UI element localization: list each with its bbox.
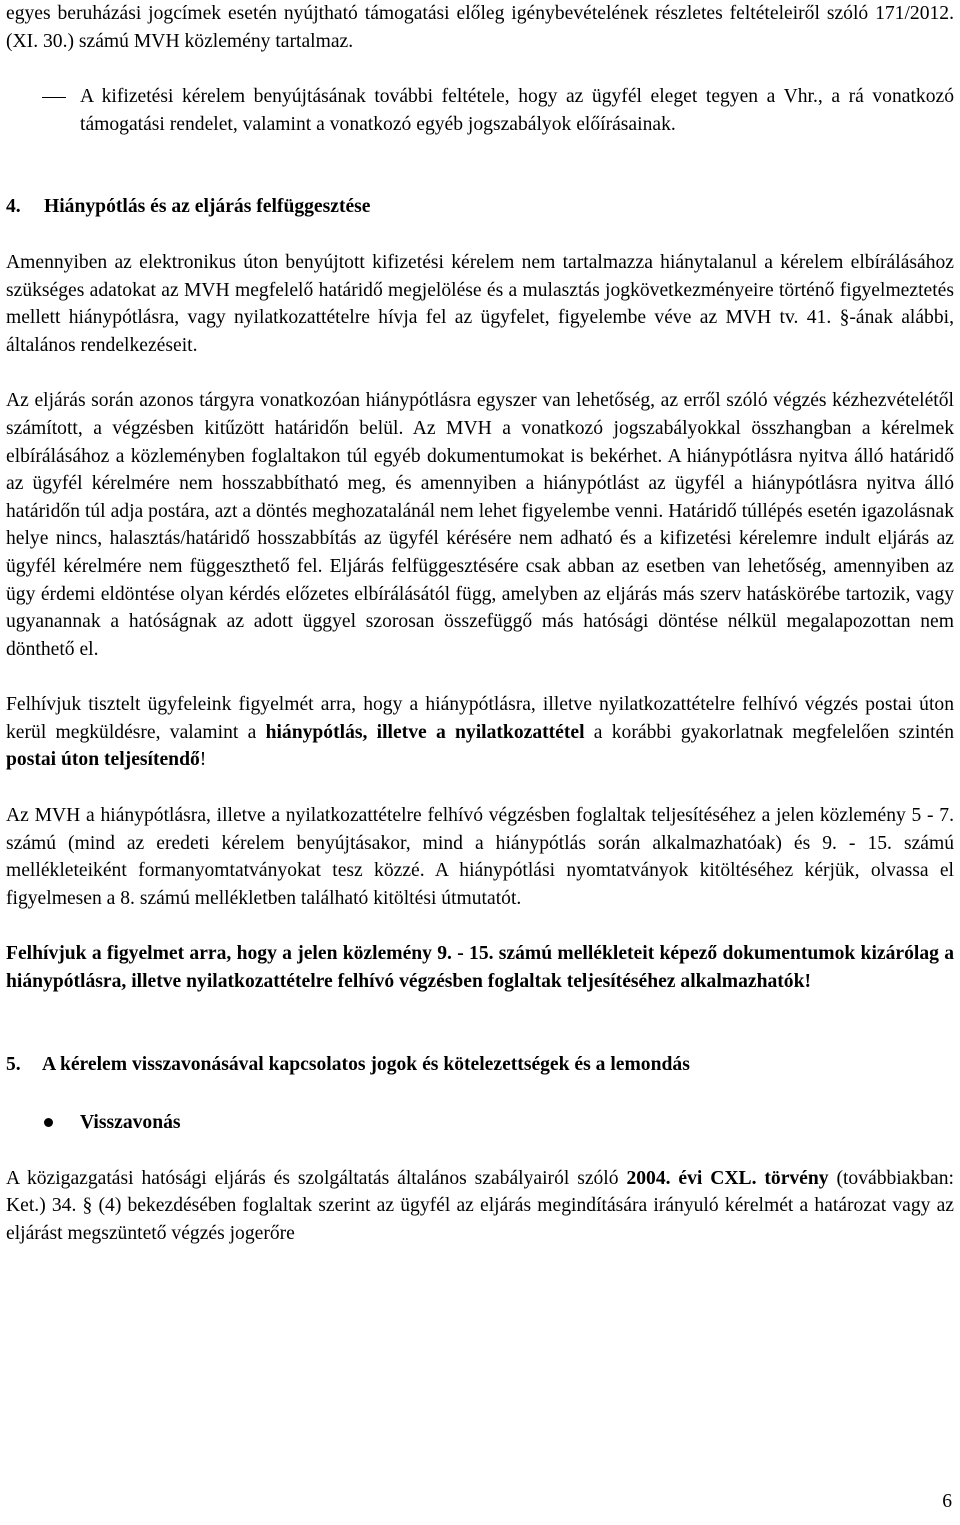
s5p1-text-c: (továbbiakban: Ket.) 34. § (4) bekezdésében foglaltak szerint az ügyfél az eljárás megindítására irányuló kérelmét a határozat vagy az eljárást megszüntető végzés jogerőre — [6, 1167, 954, 1244]
s5p1-text-a: A közigazgatási hatósági eljárás és szolgáltatás általános szabályairól szóló — [6, 1167, 627, 1189]
document-page — [6, 0, 954, 1248]
bullet-dot-icon — [44, 1118, 53, 1127]
section-5-title: A kérelem visszavonásával kapcsolatos jogok és kötelezettségek és a lemondás — [42, 1053, 690, 1075]
section-4-paragraph-2: Az eljárás során azonos tárgyra vonatkozóan hiánypótlásra egyszer van lehetőség, az erről szóló végzés kézhezvételétől számított, a végzésben kitűzött határidőn belül. Az MVH a vonatkozó jogszabályokkal összhangban a kérelmek elbírálásához a közleményben foglaltakon túl egyéb dokumentumokat is bekérhet. A hiánypótlásra nyitva álló határidő az ügyfél kérelmére nem hosszabbítható meg, és amennyiben a hiánypótlást az ügyfél a hiánypótlásra nyitva álló határidőn túl adja postára, azt a döntés meghozatalánál nem lehet figyelembe venni. Határidő túllépés esetén igazolásnak helye nincs, halasztás/határidő hosszabbítás az ügyfél kérésére nem adható és a kifizetési kérelemre indult eljárás az ügyfél kérelmére nem függeszthető fel. Eljárás felfüggesztésére csak abban az esetben van lehetőség, amennyiben az ügy érdemi eldöntése olyan kérdés előzetes elbírálásától függ, amelyben az eljárás más szerv hatáskörébe tartozik, vagy ugyanannak a hatóságnak az adott üggyel szorosan összefüggő más hatósági döntése nélkül megalapozottan nem dönthető el. — [6, 390, 954, 660]
section-4-title: Hiánypótlás és az eljárás felfüggesztése — [44, 196, 371, 218]
s5p1-bold-b: 2004. évi CXL. törvény — [626, 1167, 829, 1189]
p3-bold-d: postai úton teljesítendő — [6, 749, 200, 771]
p3-bold-b: hiánypótlás, illetve a nyilatkozattétel — [265, 721, 585, 743]
section-4-number: 4. — [6, 196, 21, 218]
p3-text-c: a korábbi gyakorlatnak megfelelően szintén — [584, 721, 955, 743]
dash-item-text: A kifizetési kérelem benyújtásának további feltétele, hogy az ügyfél eleget tegyen a Vhr., a rá vonatkozó támogatási rendelet, valamint a vonatkozó egyéb jogszabályok előírásainak. — [80, 86, 954, 135]
bullet-item-text: Visszavonás — [80, 1112, 181, 1134]
bullet-item — [6, 1109, 954, 1137]
continuation-paragraph: egyes beruházási jogcímek esetén nyújtható támogatási előleg igénybevételének részletes feltételeiről szóló 171/2012. (XI. 30.) számú MVH közlemény tartalmaz. — [6, 3, 954, 52]
section-5-number: 5. — [6, 1053, 21, 1075]
section-4-paragraph-5: Felhívjuk a figyelmet arra, hogy a jelen közlemény 9. - 15. számú mellékleteit képező dokumentumok kizárólag a hiánypótlásra, illetve nyilatkozattételre felhívó végzésben foglaltak teljesítéséhez alkalmazhatók! — [6, 943, 954, 993]
section-5-paragraph-1 — [6, 1165, 954, 1248]
section-4-paragraph-3 — [6, 691, 954, 774]
dash-bullet-icon — [42, 97, 66, 98]
p3-text-a: Felhívjuk tisztelt ügyfeleink figyelmét arra, hogy a hiánypótlásra, illetve nyilatkozattételre felhívó végzés postai úton kerül megküldésre, valamint a — [6, 694, 954, 743]
section-4-paragraph-4: Az MVH a hiánypótlásra, illetve a nyilatkozattételre felhívó végzésben foglaltak teljesítéséhez a jelen közlemény 5 - 7. számú (mind az eredeti kérelem benyújtásakor, mind a hiánypótlás során alkalmazhatóak) és 9. - 15. számú mellékleteiként formanyomtatványokat tesz közzé. A hiánypótlási nyomtatványok kitöltéséhez kérjük, olvassa el figyelmesen a 8. számú mellékletben található kitöltési útmutatót. — [6, 805, 954, 909]
page-number: 6 — [942, 1491, 952, 1512]
section-4-paragraph-1: Amennyiben az elektronikus úton benyújtott kifizetési kérelem nem tartalmazza hiánytalanul a kérelem elbírálásához szükséges adatokat az MVH megfelelő határidő megjelölése és a mulasztás jogkövetkezményeire történő figyelmeztetés mellett hiánypótlásra, vagy nyilatkozattételre hívja fel az ügyfelet, figyelembe véve az MVH tv. 41. §-ának alábbi, általános rendelkezéseit. — [6, 251, 954, 356]
section-5-heading — [6, 1051, 954, 1079]
p3-text-e: ! — [199, 749, 207, 771]
dash-list-item — [6, 83, 954, 138]
section-4-heading — [6, 193, 954, 221]
